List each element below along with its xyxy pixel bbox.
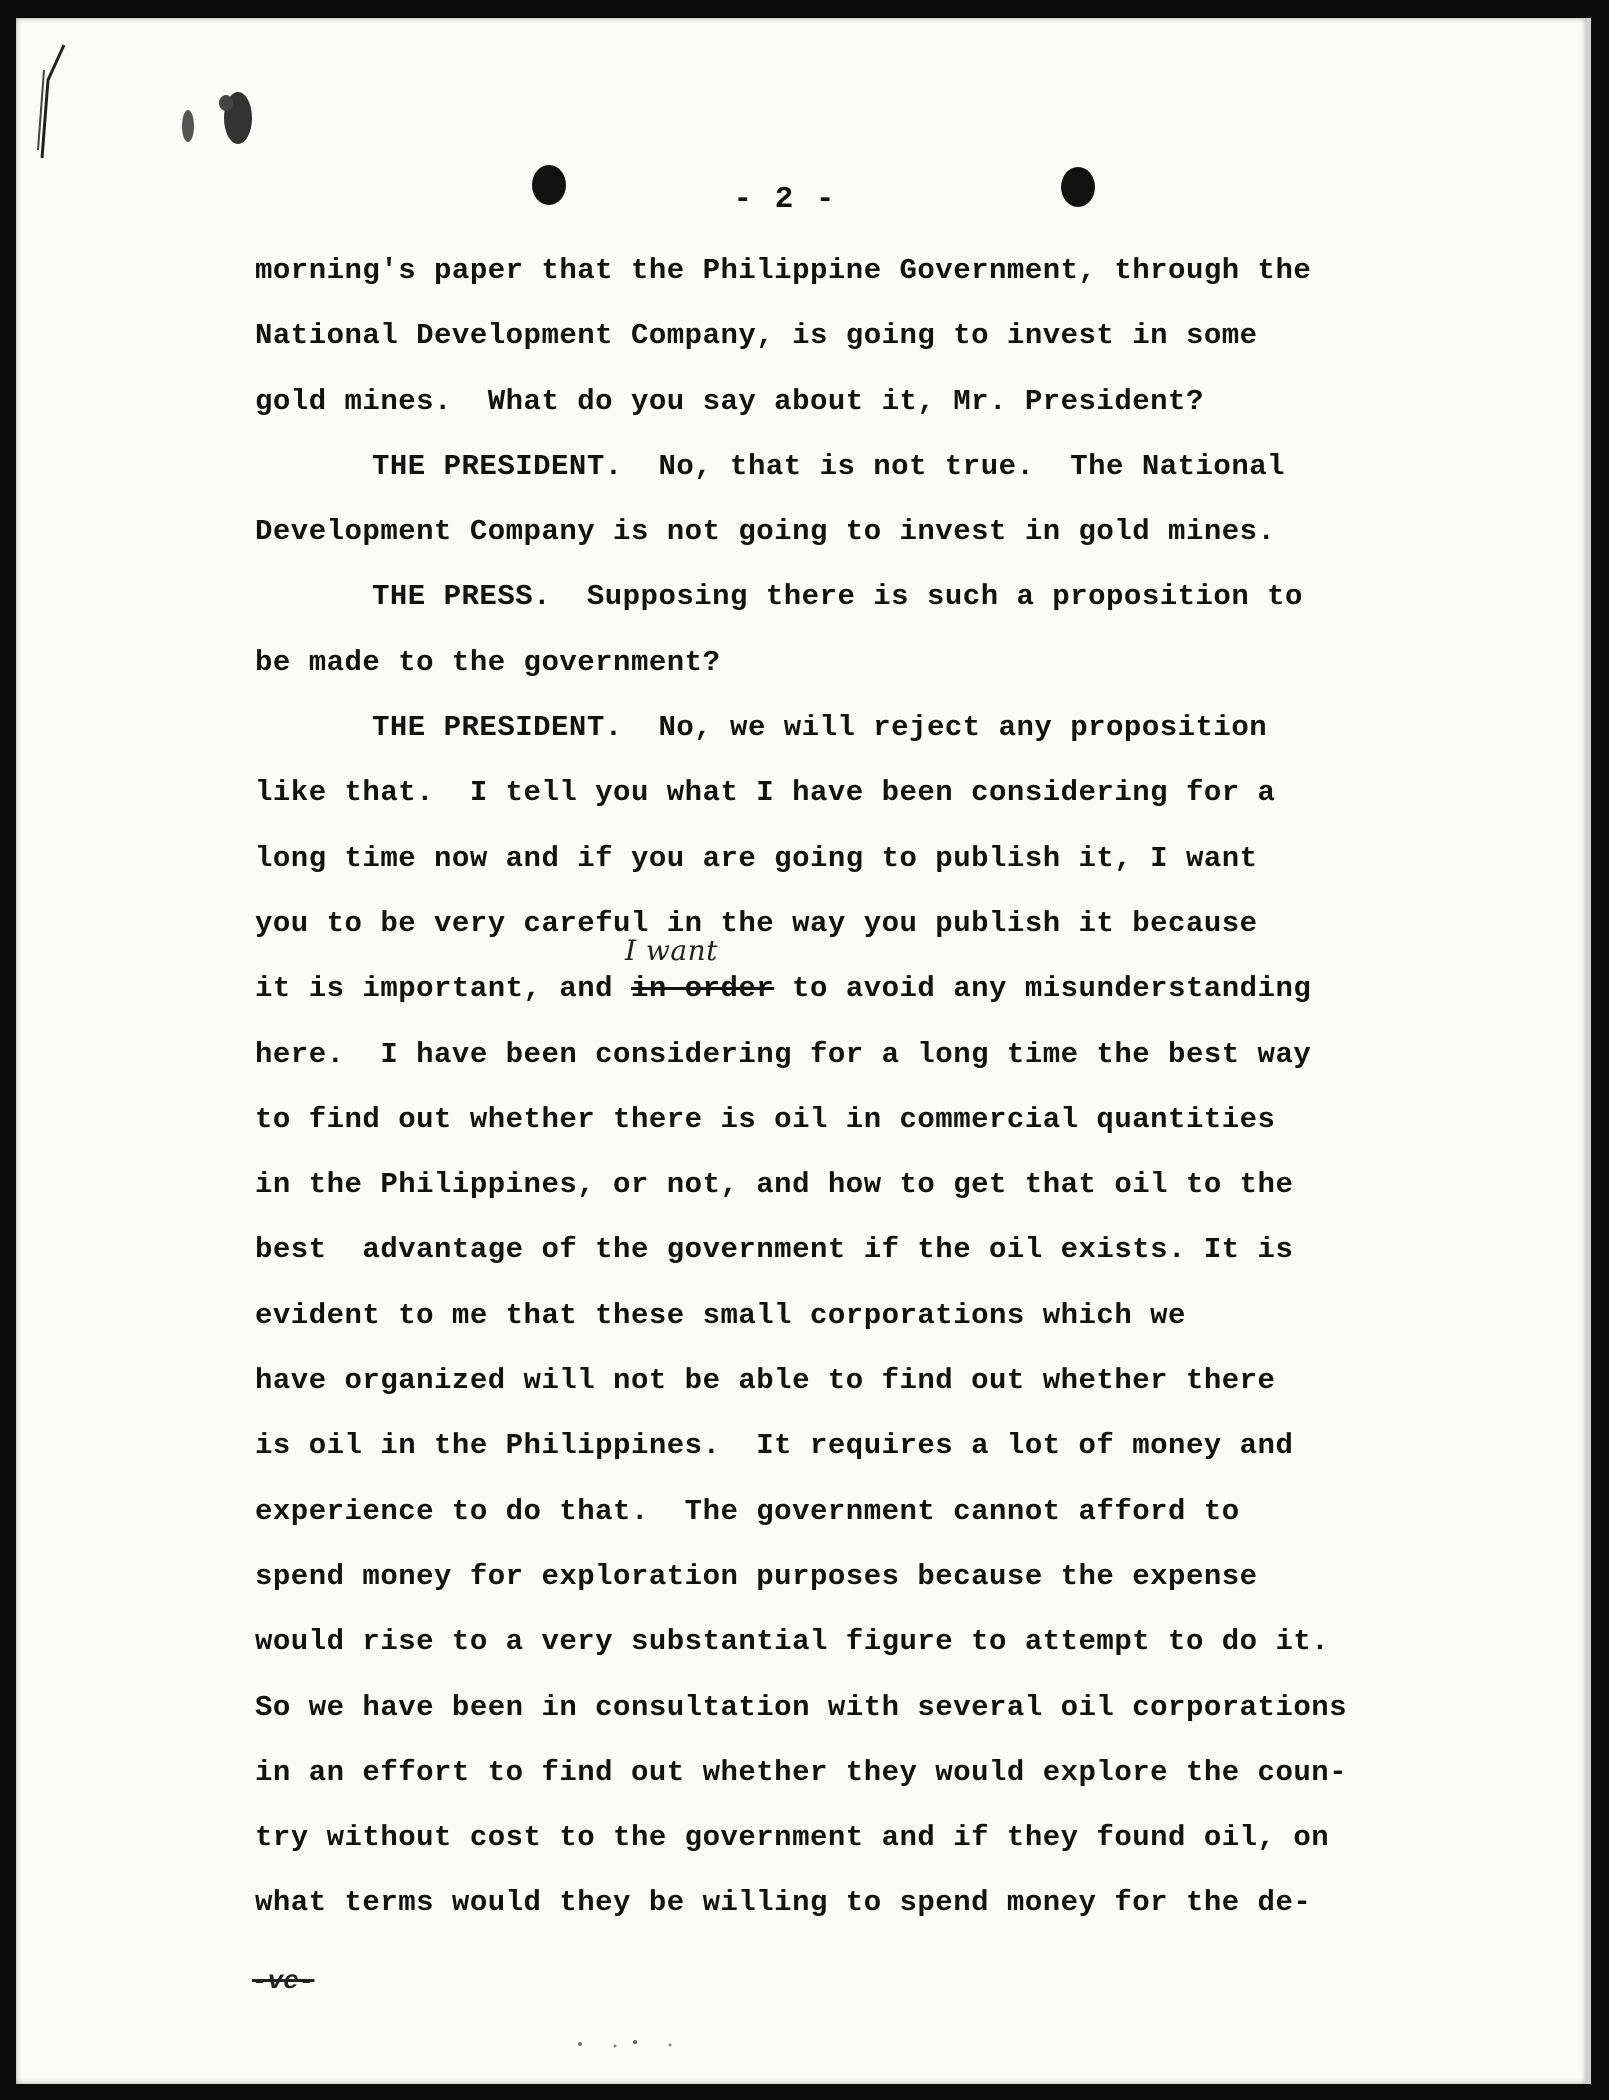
text-line: Development Company is not going to invest in gold mines. — [255, 515, 1276, 549]
transcript-body — [255, 238, 1455, 1936]
text-line: So we have been in consultation with several oil corporations — [255, 1690, 1348, 1724]
text-line: National Development Company, is going to invest in some — [255, 319, 1258, 353]
text-line: here. I have been considering for a long time the best way — [255, 1037, 1312, 1071]
text-line: would rise to a very substantial figure to attempt to do it. — [255, 1625, 1330, 1659]
punch-hole-left — [532, 165, 566, 205]
text-line: THE PRESS. Supposing there is such a proposition to — [372, 580, 1303, 614]
text-line: THE PRESIDENT. No, we will reject any proposition — [372, 711, 1268, 745]
text-line: morning's paper that the Philippine Government, through the — [255, 254, 1312, 287]
paper-specks — [560, 2034, 700, 2054]
text-line: like that. I tell you what I have been considering for a — [255, 776, 1276, 810]
text-line: to find out whether there is oil in commercial quantities — [255, 1102, 1276, 1136]
handwritten-insertion: I want — [624, 934, 718, 968]
text-line: THE PRESIDENT. No, that is not true. The National — [372, 449, 1286, 483]
text-line: what terms would they be willing to spend money for the de- — [255, 1886, 1312, 1920]
struck-text: in order — [630, 972, 775, 1006]
text-line: spend money for exploration purposes because the expense — [255, 1559, 1258, 1593]
line-segment: to avoid any misunderstanding — [774, 972, 1312, 1006]
page-edge — [1586, 18, 1591, 2084]
page-number: - 2 - — [733, 182, 837, 217]
text-line: best advantage of the government if the oil exists. It is — [255, 1233, 1294, 1267]
catchword: -ve- — [252, 1966, 315, 1996]
text-line: is oil in the Philippines. It requires a lot of money and — [255, 1429, 1294, 1463]
text-line: in the Philippines, or not, and how to get that oil to the — [255, 1168, 1294, 1202]
text-line: gold mines. What do you say about it, Mr. President? — [255, 384, 1204, 418]
text-line: you to be very careful in the way you publish it because — [255, 906, 1258, 940]
punch-hole-right — [1061, 167, 1095, 207]
text-line: try without cost to the government and if they found oil, on — [255, 1821, 1330, 1855]
line-segment: it is important, and — [255, 972, 631, 1006]
corner-scratch-mark — [34, 40, 74, 160]
text-line: have organized will not be able to find out whether there — [255, 1364, 1276, 1398]
text-line: be made to the government? — [255, 645, 721, 679]
text-line: in an effort to find out whether they would explore the coun- — [255, 1755, 1348, 1789]
text-line-with-correction — [255, 934, 1455, 1021]
handwritten-correction — [624, 934, 775, 1021]
text-line: evident to me that these small corporations which we — [255, 1298, 1186, 1332]
ink-smudge — [166, 78, 276, 158]
text-line: experience to do that. The government cannot afford to — [255, 1494, 1240, 1528]
text-line: long time now and if you are going to publish it, I want — [255, 841, 1258, 875]
